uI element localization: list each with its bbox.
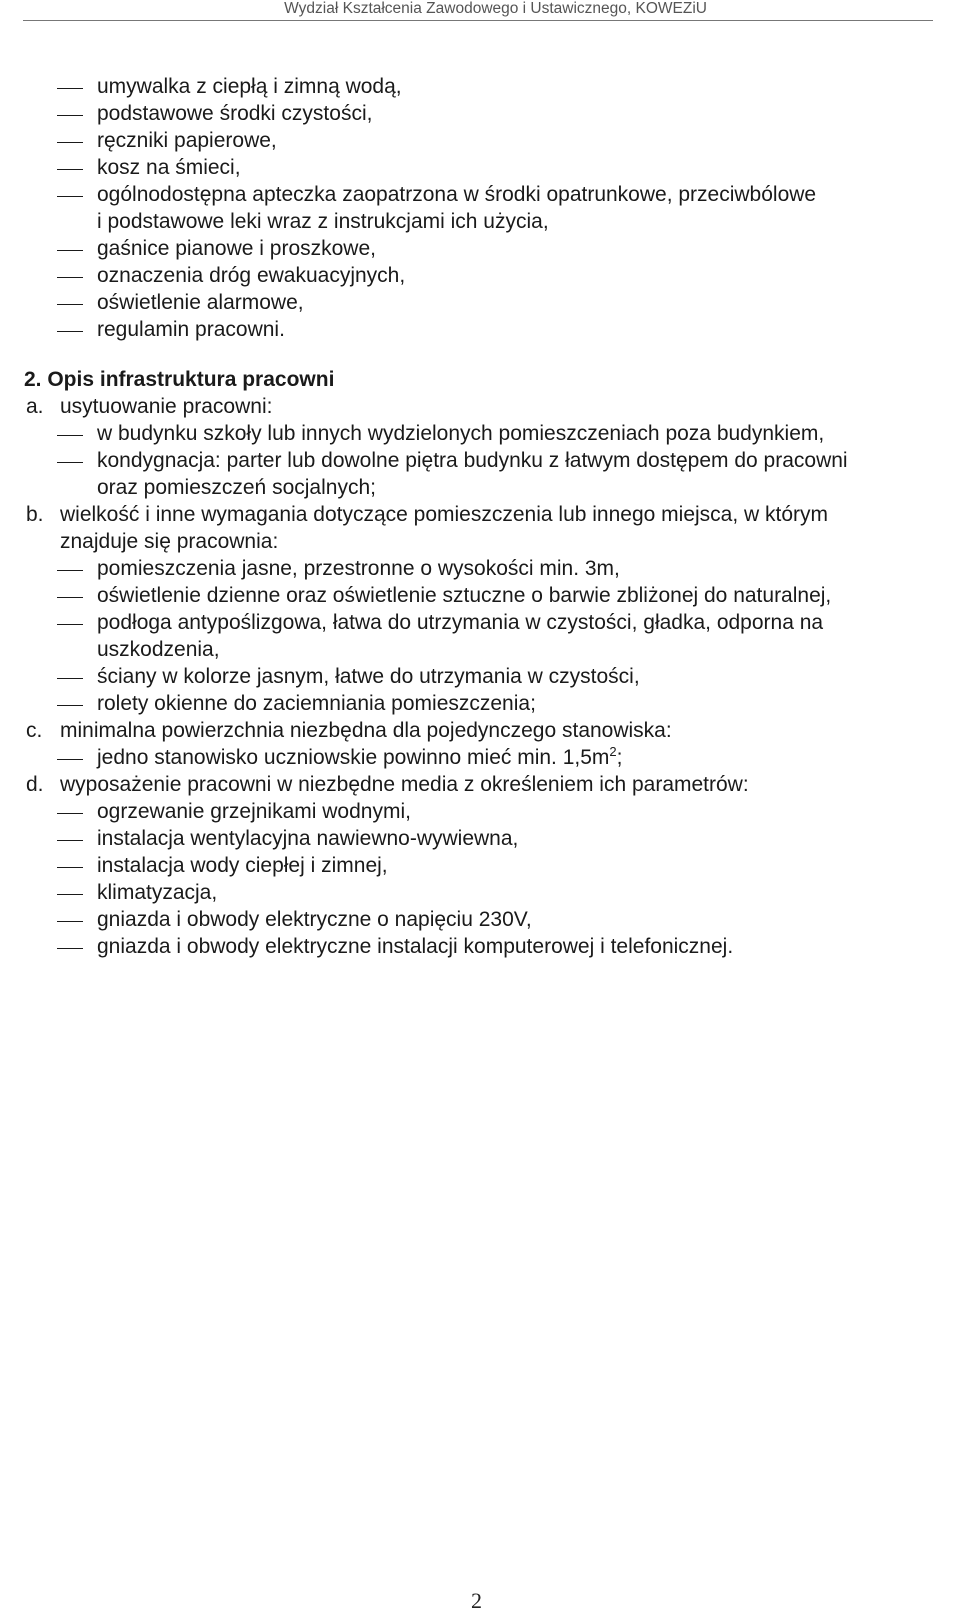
page-header — [0, 0, 960, 24]
list-item-continuation: uszkodzenia, — [97, 638, 220, 661]
list-item: gniazda i obwody elektryczne o napięciu 230V, — [97, 908, 532, 931]
list-dash — [57, 813, 83, 814]
item-c-value: jedno stanowisko uczniowskie powinno mieć min. 1,5m — [97, 746, 610, 769]
list-dash — [57, 250, 83, 251]
list-dash — [57, 705, 83, 706]
header-rule — [23, 20, 933, 21]
list-dash — [57, 597, 83, 598]
list-item — [97, 744, 623, 771]
header-title: Wydział Kształcenia Zawodowego i Ustawicznego, KOWEZiU — [284, 0, 707, 17]
list-dash — [57, 624, 83, 625]
list-item: klimatyzacja, — [97, 881, 218, 904]
superscript: 2 — [609, 744, 617, 759]
list-dash — [57, 921, 83, 922]
item-marker-a: a. — [26, 395, 44, 418]
list-dash — [57, 304, 83, 305]
list-dash — [57, 196, 83, 197]
list-item: ręczniki papierowe, — [97, 129, 277, 152]
list-item: pomieszczenia jasne, przestronne o wysokości min. 3m, — [97, 557, 620, 580]
list-item: oznaczenia dróg ewakuacyjnych, — [97, 264, 406, 287]
list-dash — [57, 894, 83, 895]
list-dash — [57, 867, 83, 868]
item-c-end: ; — [616, 746, 623, 769]
page-number: 2 — [471, 1588, 482, 1613]
list-dash — [57, 277, 83, 278]
list-item-continuation: i podstawowe leki wraz z instrukcjami ich użycia, — [97, 210, 549, 233]
item-marker-c: c. — [26, 719, 43, 742]
list-dash — [57, 759, 83, 760]
item-b-text: wielkość i inne wymagania dotyczące pomieszczenia lub innego miejsca, w którym — [60, 503, 829, 526]
list-item: regulamin pracowni. — [97, 318, 285, 341]
list-item: w budynku szkoły lub innych wydzielonych pomieszczeniach poza budynkiem, — [97, 422, 825, 445]
list-item: oświetlenie alarmowe, — [97, 291, 304, 314]
list-item: gniazda i obwody elektryczne instalacji komputerowej i telefonicznej. — [97, 935, 734, 958]
list-dash — [57, 115, 83, 116]
item-marker-b: b. — [26, 503, 44, 526]
list-item: kosz na śmieci, — [97, 156, 241, 179]
list-item: instalacja wody ciepłej i zimnej, — [97, 854, 388, 877]
section-heading: 2. Opis infrastruktura pracowni — [24, 368, 335, 391]
list-dash — [57, 435, 83, 436]
list-dash — [57, 678, 83, 679]
list-item: podstawowe środki czystości, — [97, 102, 373, 125]
list-item: ściany w kolorze jasnym, łatwe do utrzymania w czystości, — [97, 665, 640, 688]
list-item: instalacja wentylacyjna nawiewno-wywiewna, — [97, 827, 519, 850]
list-item: ogólnodostępna apteczka zaopatrzona w środki opatrunkowe, przeciwbólowe — [97, 183, 817, 206]
item-c-text: minimalna powierzchnia niezbędna dla pojedynczego stanowiska: — [60, 719, 672, 742]
list-dash — [57, 142, 83, 143]
list-item: oświetlenie dzienne oraz oświetlenie sztuczne o barwie zbliżonej do naturalnej, — [97, 584, 832, 607]
list-dash — [57, 462, 83, 463]
list-item: umywalka z ciepłą i zimną wodą, — [97, 75, 402, 98]
item-a-text: usytuowanie pracowni: — [60, 395, 273, 418]
list-dash — [57, 840, 83, 841]
item-marker-d: d. — [26, 773, 44, 796]
list-item: rolety okienne do zaciemniania pomieszczenia; — [97, 692, 536, 715]
item-b-text-continuation: znajduje się pracownia: — [60, 530, 279, 553]
list-item: podłoga antypoślizgowa, łatwa do utrzymania w czystości, gładka, odporna na — [97, 611, 824, 634]
list-dash — [57, 88, 83, 89]
list-dash — [57, 570, 83, 571]
list-item: gaśnice pianowe i proszkowe, — [97, 237, 376, 260]
list-dash — [57, 331, 83, 332]
list-dash — [57, 169, 83, 170]
list-item: ogrzewanie grzejnikami wodnymi, — [97, 800, 411, 823]
item-d-text: wyposażenie pracowni w niezbędne media z określeniem ich parametrów: — [60, 773, 749, 796]
list-item: kondygnacja: parter lub dowolne piętra budynku z łatwym dostępem do pracowni — [97, 449, 848, 472]
list-item-continuation: oraz pomieszczeń socjalnych; — [97, 476, 376, 499]
list-dash — [57, 948, 83, 949]
